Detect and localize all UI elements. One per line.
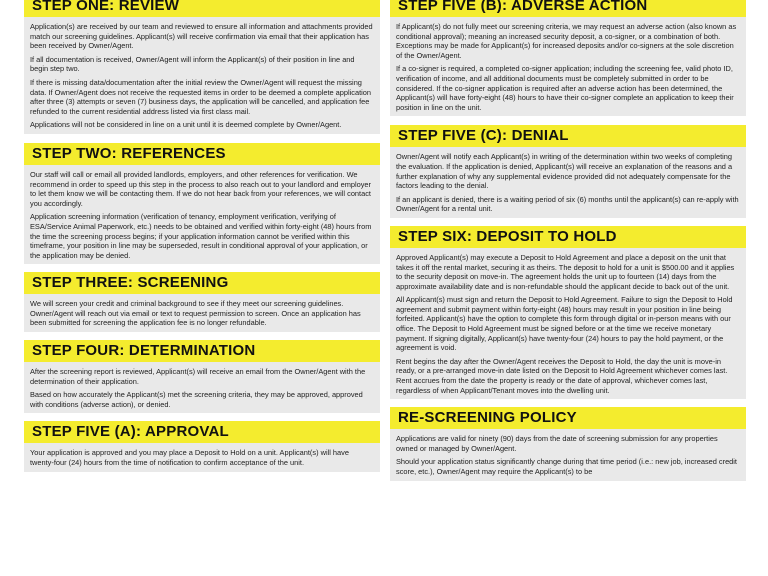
section-re-screening-policy bbox=[390, 407, 746, 480]
section-step-five-a-approval bbox=[24, 421, 380, 471]
section-paragraph: Based on how accurately the Applicant(s) met the screening criteria, they may be approved, approved with conditions (adverse action), or denied. bbox=[30, 390, 363, 409]
section-step-four-determination bbox=[24, 340, 380, 413]
section-body bbox=[24, 17, 380, 134]
section-paragraph: Our staff will call or email all provided landlords, employers, and other references for verification. We recommend in order to speed up this step in the process to also reach out to your landlord and employer to let them know we will be contacting them. If we do not hear back from your references, we will contact you accordingly. bbox=[30, 169, 371, 208]
section-heading: STEP SIX: DEPOSIT TO HOLD bbox=[390, 226, 746, 248]
section-body bbox=[390, 147, 746, 218]
section-paragraph: If all documentation is received, Owner/Agent will inform the Applicant(s) of their position in line and begin step two. bbox=[30, 54, 355, 74]
section-paragraph: Applications will not be considered in line on a unit until it is deemed complete by Owner/Agent. bbox=[30, 120, 342, 130]
section-paragraph: If a co-signer is required, a completed co-signer application; including the screening fee, valid photo ID, verification of income, and all additional documents must be completely submitted in order to be considered. If the co-signer application is required after an adverse action has been determined, the Applicant(s) will have forty-eight (48) hours to have their co-signer complete an application to keep their position in line on the unit. bbox=[396, 64, 734, 112]
section-body bbox=[24, 294, 380, 332]
section-paragraph: Owner/Agent will notify each Applicant(s) in writing of the determination within two weeks of completing the evaluation. If the application is denied, Applicant(s) will receive an explanation of the reasons and a further explanation of why any supplemental evidence provided did not adequately compensate for the factors leading to the denial. bbox=[396, 152, 733, 191]
section-paragraph: After the screening report is reviewed, Applicant(s) will receive an email from the Owner/Agent with the determination of their application. bbox=[30, 367, 366, 386]
section-heading: RE-SCREENING POLICY bbox=[390, 407, 746, 429]
section-heading: STEP FIVE (B): ADVERSE ACTION bbox=[390, 0, 746, 17]
section-paragraph: If there is missing data/documentation after the initial review the Owner/Agent will request the missing data. If Owner/Agent does not receive the requested items in order to be deemed a complete application after three (3) attempts or seven (7) business days, the application will be cancelled, and application fee refunded to the current residential address listed via first class mail. bbox=[30, 77, 371, 116]
section-body bbox=[390, 429, 746, 480]
section-paragraph: If Applicant(s) do not fully meet our screening criteria, we may request an adverse action (also known as conditional approval); meaning an increased security deposit, a co-signer, or a combination of both. Exceptions may be made for Applicant(s) for increased deposits and/or co-signers at the sole discretion of the Owner/Agent. bbox=[396, 22, 737, 60]
section-paragraph: Rent begins the day after the Owner/Agent receives the Deposit to Hold, the day the unit is move-in ready, or a pre-arranged move-in date listed on the Deposit to Hold Agreement whichever comes last. Rent accrues from the date the property is ready or the date of approval, whichever comes last, regardless of when Applicant/Tenant moves into the dwelling unit. bbox=[396, 356, 728, 395]
section-heading: STEP FOUR: DETERMINATION bbox=[24, 340, 380, 362]
section-body bbox=[24, 362, 380, 413]
section-step-six-deposit-to-hold bbox=[390, 226, 746, 399]
section-paragraph: If an applicant is denied, there is a waiting period of six (6) months until the applicant(s) can re-apply with Owner/Agent for a rental unit. bbox=[396, 194, 739, 214]
section-body bbox=[24, 443, 380, 471]
section-heading: STEP THREE: SCREENING bbox=[24, 272, 380, 294]
section-paragraph: All Applicant(s) must sign and return the Deposit to Hold Agreement. Failure to sign the Deposit to Hold agreement and submit payment within forty-eight (48) hours may result in your position in line being forfeited. Applicant(s) have the option to complete this form through digital or in-person means with our office. The Deposit to Hold Agreement must be signed before or at the time we receive monetary payment. If signing digitally, Applicant(s) have twenty-four (24) hours to pay the hold payment, or the agreement is void. bbox=[396, 295, 733, 353]
section-step-five-c-denial bbox=[390, 125, 746, 218]
section-paragraph: Your application is approved and you may place a Deposit to Hold on a unit. Applicant(s) will have twenty-four (24) hours from the time of notification to confirm acceptance of the unit. bbox=[30, 448, 349, 468]
section-heading: STEP ONE: REVIEW bbox=[24, 0, 380, 17]
section-body bbox=[390, 17, 746, 116]
right-column bbox=[390, 0, 746, 576]
section-step-three-screening bbox=[24, 272, 380, 332]
section-paragraph: Approved Applicant(s) may execute a Deposit to Hold Agreement and place a deposit on the unit that takes it off the rental market, securing it as theirs. The deposit to hold for a unit is $500.00 and it applies to the security deposit on move-in. The agreement holds the unit up to fourteen (14) days from the approximate availability date and is non-refundable should the applicant decide to back out of the unit. bbox=[396, 252, 735, 291]
section-step-five-b-adverse-action bbox=[390, 0, 746, 116]
section-paragraph: Application screening information (verification of tenancy, employment verification, verifying of ESA/Service Animal Paperwork, etc.) needs to be obtained and verified within forty-eight (48) hours from the time the screening process begins; if your application information cannot be verified within this timeframe, your position in line may be superseded, result in conditional approval of your application, or the application may be denied. bbox=[30, 212, 372, 260]
section-step-one-review bbox=[24, 0, 380, 134]
section-step-two-references bbox=[24, 143, 380, 264]
section-paragraph: Application(s) are received by our team and reviewed to ensure all information and attachments provided match our screening guidelines. Applicant(s) will receive confirmation via email that their application has been received by Owner/Agent. bbox=[30, 22, 373, 51]
section-body bbox=[390, 248, 746, 399]
left-column bbox=[24, 0, 380, 576]
section-heading: STEP TWO: REFERENCES bbox=[24, 143, 380, 165]
section-paragraph: Applications are valid for ninety (90) days from the date of screening submission for any properties owned or managed by Owner/Agent. bbox=[396, 434, 718, 453]
section-body bbox=[24, 165, 380, 264]
section-paragraph: Should your application status significantly change during that time period (i.e.: new job, increased credit score, etc.), Owner/Agent may require the Applicant(s) to be bbox=[396, 457, 737, 476]
section-heading: STEP FIVE (A): APPROVAL bbox=[24, 421, 380, 443]
section-heading: STEP FIVE (C): DENIAL bbox=[390, 125, 746, 147]
section-paragraph: We will screen your credit and criminal background to see if they meet our screening guidelines. Owner/Agent will reach out via email or text to request permission to screen. Once an application has been submitted for screening the application fee is no longer refundable. bbox=[30, 299, 361, 328]
